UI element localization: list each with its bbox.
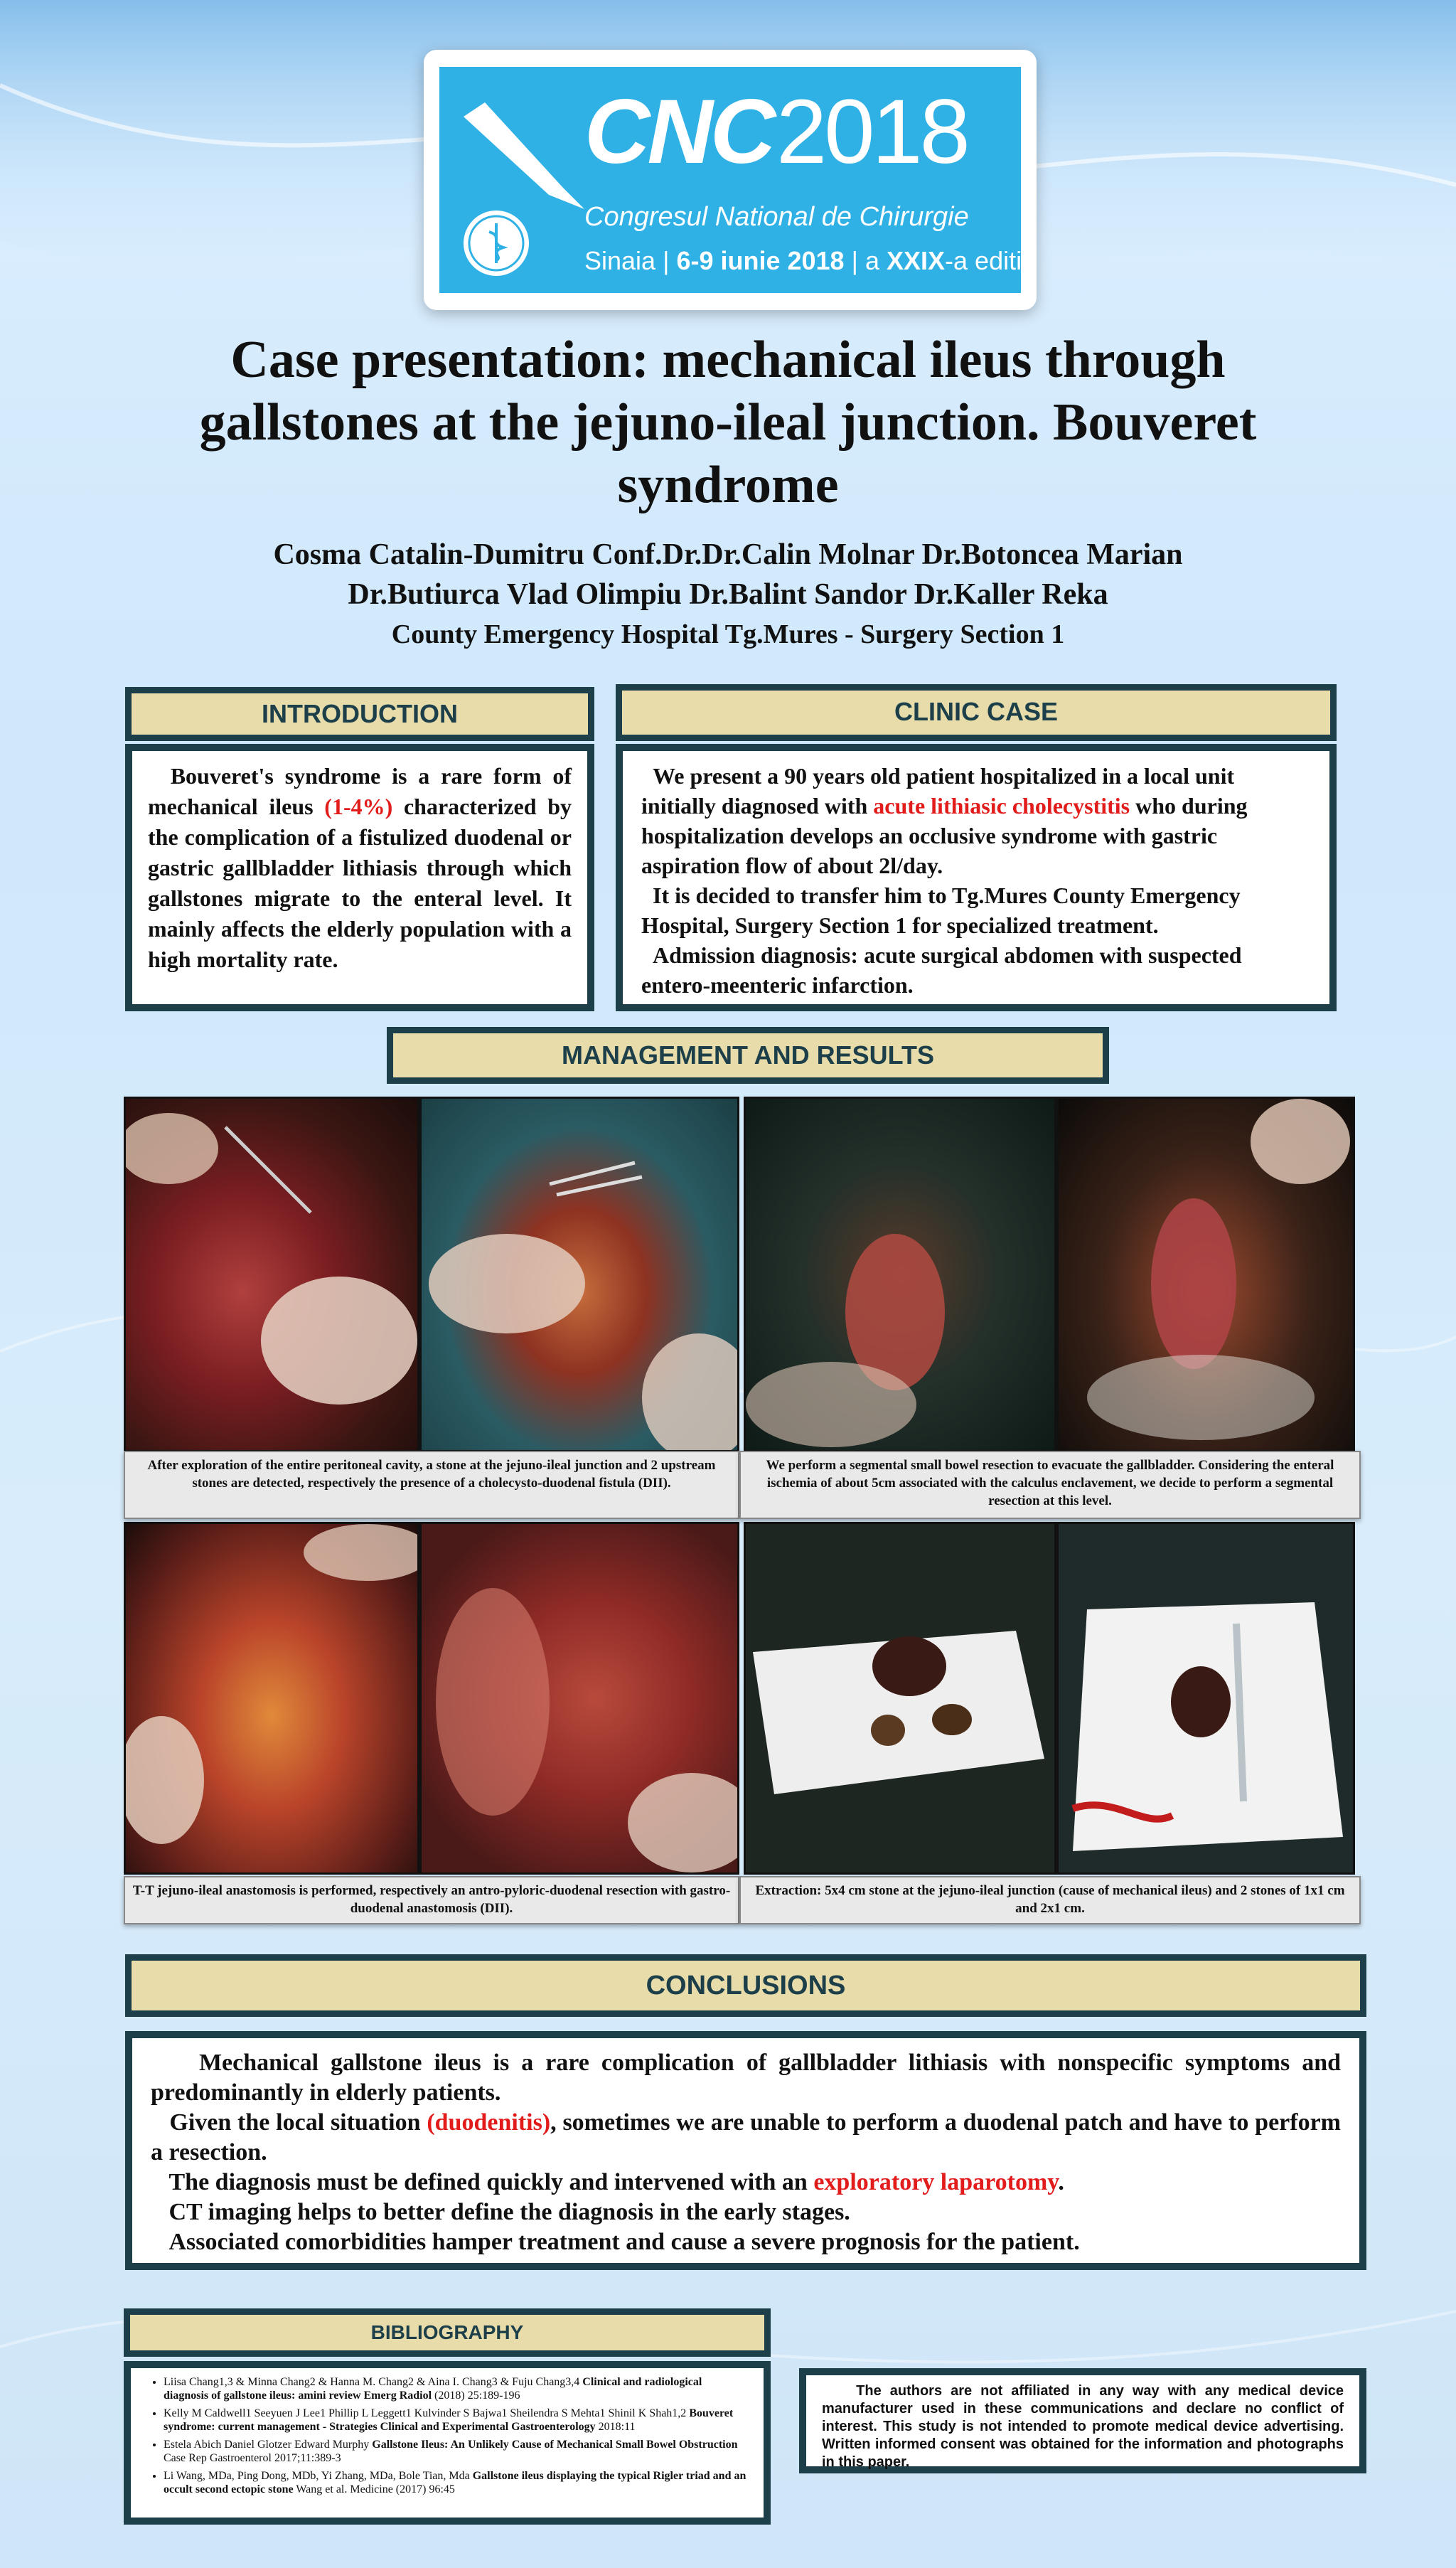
reference-title: Gallstone Ileus: An Unlikely Cause of Mechanical Small Bowel Obstruction — [372, 2439, 738, 2451]
clinic-case-paragraph-2 — [641, 880, 1311, 940]
authors — [142, 535, 1314, 614]
clinic-initial-diagnosis: acute lithiasic cholecystitis — [873, 793, 1130, 819]
specimen-photo-1 — [744, 1522, 1056, 1875]
hands-illustration — [422, 1099, 739, 1452]
reference-source: Wang et al. Medicine (2017) 96:45 — [293, 2483, 455, 2495]
reference-item — [164, 2407, 749, 2434]
intro-text-b: characterized by the complication of a fistulized duodenal or gastric gallbladder lithiasis through which gallstones migrate to the enteral level. It mainly affects the elderly population with a high mortality rate. — [148, 794, 572, 972]
reference-authors: Estela Abich Daniel Glotzer Edward Murphy — [164, 2439, 373, 2451]
conclusion-1-text: Mechanical gallstone ileus is a rare complication of gallbladder lithiasis with nonspecific symptoms and predominantly in elderly patients. — [151, 2050, 1342, 2106]
scalpel-icon — [449, 74, 592, 216]
logo-year: 2018 — [776, 81, 968, 183]
intro-incidence: (1-4%) — [324, 794, 393, 819]
surgery-photo-3 — [744, 1097, 1056, 1452]
logo-brand: CNC — [584, 81, 774, 183]
caption-2: We perform a segmental small bowel resection to evacuate the gallbladder. Considering the enteral ischemia of about 5cm associated with the calculus enclavement, we decide to perform a segmental resection at this level. — [739, 1451, 1361, 1519]
conclusion-3-highlight: exploratory laparotomy — [813, 2169, 1059, 2195]
reference-authors: Kelly M Caldwell1 Seeyuen J Lee1 Phillip L Leggett1 Kulvinder S Bajwa1 Sheilendra S Mehta1 Shinil K Shah1,2 — [164, 2407, 690, 2419]
reference-source: 2018:11 — [595, 2421, 636, 2433]
affiliation: County Emergency Hospital Tg.Mures - Surgery Section 1 — [391, 619, 1065, 649]
reference-item — [164, 2469, 749, 2496]
caption-3: T-T jejuno-ileal anastomosis is performed, respectively an antro-pyloric-duodenal resection with gastro-duodenal anastomosis (DII). — [124, 1876, 739, 1924]
surgery-photo-1 — [124, 1097, 419, 1452]
conclusion-4-text: CT imaging helps to better define the diagnosis in the early stages. — [168, 2199, 850, 2225]
authors-line-2: Dr.Butiurca Vlad Olimpiu Dr.Balint Sandor Dr.Kaller Reka — [348, 578, 1108, 611]
surgery-photo-4 — [1056, 1097, 1355, 1452]
reference-source: (2018) 25:189-196 — [432, 2389, 520, 2402]
clinic-case-paragraph-1 — [641, 761, 1311, 880]
logo-edition-suffix: -a editie — [945, 246, 1037, 275]
clinic-p1-a: We present a 90 years old patient hospitalized in a local unit initially diagnosed with — [641, 763, 1235, 819]
conclusion-3-b: . — [1058, 2169, 1064, 2195]
reference-item — [164, 2375, 749, 2402]
bowel-illustration — [1059, 1099, 1355, 1452]
logo-congress-name: Congresul National de Chirurgie — [584, 202, 969, 232]
surgery-photo-6 — [419, 1522, 739, 1875]
logo-edition-prefix: a — [864, 246, 879, 275]
logo-panel — [439, 67, 1037, 293]
hands-illustration — [126, 1524, 419, 1875]
caption-1: After exploration of the entire peritoneal cavity, a stone at the jejuno-ileal junction and 2 upstream stones are detected, respectively the presence of a cholecysto-duodenal fistula (DII). — [124, 1451, 739, 1519]
authors-line-1: Cosma Catalin-Dumitru Conf.Dr.Dr.Calin Molnar Dr.Botoncea Marian — [273, 538, 1183, 571]
clinic-p3: Admission diagnosis: acute surgical abdomen with suspected entero-meenteric infarction. — [641, 942, 1242, 998]
surgery-photo-2 — [419, 1097, 739, 1452]
reference-title: Gallstone ileus displaying the typical Rigler triad and an occult second ectopic stone — [164, 2470, 746, 2495]
conclusion-3 — [151, 2168, 1341, 2197]
reference-item — [164, 2438, 749, 2465]
clinic-case-heading: CLINIC CASE — [616, 684, 1337, 741]
logo-location: Sinaia — [584, 246, 656, 275]
bibliography-box — [124, 2361, 771, 2525]
conclusion-3-a: The diagnosis must be defined quickly and intervened with an — [168, 2169, 814, 2195]
clinic-p2: It is decided to transfer him to Tg.Mures County Emergency Hospital, Surgery Section 1 for specialized treatment. — [641, 883, 1241, 938]
logo-edition-roman: XXIX — [886, 246, 946, 275]
gallstones-illustration — [746, 1524, 1056, 1875]
logo-dates: 6-9 iunie 2018 — [676, 246, 845, 275]
reference-source: Case Rep Gastroenterol 2017;11:389-3 — [164, 2452, 341, 2464]
poster-title: Case presentation: mechanical ileus through gallstones at the jejuno-ileal junction. Bouveret syndrome — [199, 331, 1257, 514]
clinic-p1-b: who during hospitalization develops an occlusive syndrome with gastric aspiration flow of about 2l/day. — [641, 793, 1248, 878]
bibliography-heading: BIBLIOGRAPHY — [124, 2308, 771, 2357]
management-heading: MANAGEMENT AND RESULTS — [387, 1027, 1109, 1084]
disclaimer-text: The authors are not affiliated in any way with any medical device manufacturer used in these communications and declare no conflict of interest. This study is not intended to promote medical device advertising. Written informed consent was obtained for the information and photographs in this paper. — [822, 2383, 1344, 2470]
disclaimer-box — [799, 2368, 1366, 2473]
conclusions-heading: CONCLUSIONS — [125, 1954, 1366, 2017]
reference-title: Clinical and radiological diagnosis of gallstone ileus: amini review Emerg Radiol — [164, 2376, 702, 2402]
reference-authors: Li Wang, MDa, Ping Dong, MDb, Yi Zhang, MDa, Bole Tian, Mda — [164, 2470, 473, 2482]
gallstone-and-scalpel-illustration — [1059, 1524, 1355, 1875]
congress-logo — [424, 50, 1037, 310]
tissue-illustration — [422, 1524, 739, 1875]
bowel-illustration — [746, 1099, 1056, 1452]
conclusion-2-b: , sometimes we are unable to perform a duodenal patch and have to perform a resection. — [151, 2109, 1341, 2165]
conclusion-2-highlight: (duodenitis) — [427, 2109, 551, 2136]
conclusions-box — [125, 2031, 1366, 2270]
conclusion-4 — [151, 2197, 1341, 2227]
conclusion-2 — [151, 2108, 1341, 2168]
intro-text-a: Bouveret's syndrome is a rare form of mechanical ileus — [148, 763, 572, 819]
logo-location-line: Sinaia | 6-9 iunie 2018 | a XXIX-a editie — [584, 246, 1037, 275]
reference-title: Bouveret syndrome: current management - Strategies Clinical and Experimental Gastroenterology — [164, 2407, 734, 2433]
specimen-photo-2 — [1056, 1522, 1355, 1875]
clinic-case-paragraph-3 — [641, 940, 1311, 1000]
conclusion-5 — [151, 2227, 1341, 2257]
introduction-box — [125, 744, 594, 1011]
surgery-photo-5 — [124, 1522, 419, 1875]
conclusion-5-text: Associated comorbidities hamper treatment and cause a severe prognosis for the patient. — [168, 2229, 1080, 2255]
conclusion-1 — [151, 2048, 1341, 2108]
introduction-heading: INTRODUCTION — [125, 687, 594, 741]
reference-authors: Liisa Chang1,3 & Minna Chang2 & Hanna M. Chang2 & Aina I. Chang3 & Fuju Chang3,4 — [164, 2376, 583, 2388]
conclusion-2-a: Given the local situation — [169, 2109, 427, 2136]
caption-4: Extraction: 5x4 cm stone at the jejuno-ileal junction (cause of mechanical ileus) and 2 stones of 1x1 cm and 2x1 cm. — [739, 1876, 1361, 1924]
hands-illustration — [126, 1099, 419, 1452]
society-seal-icon — [461, 208, 532, 279]
bibliography-list — [148, 2375, 749, 2496]
clinic-case-box — [616, 744, 1337, 1011]
